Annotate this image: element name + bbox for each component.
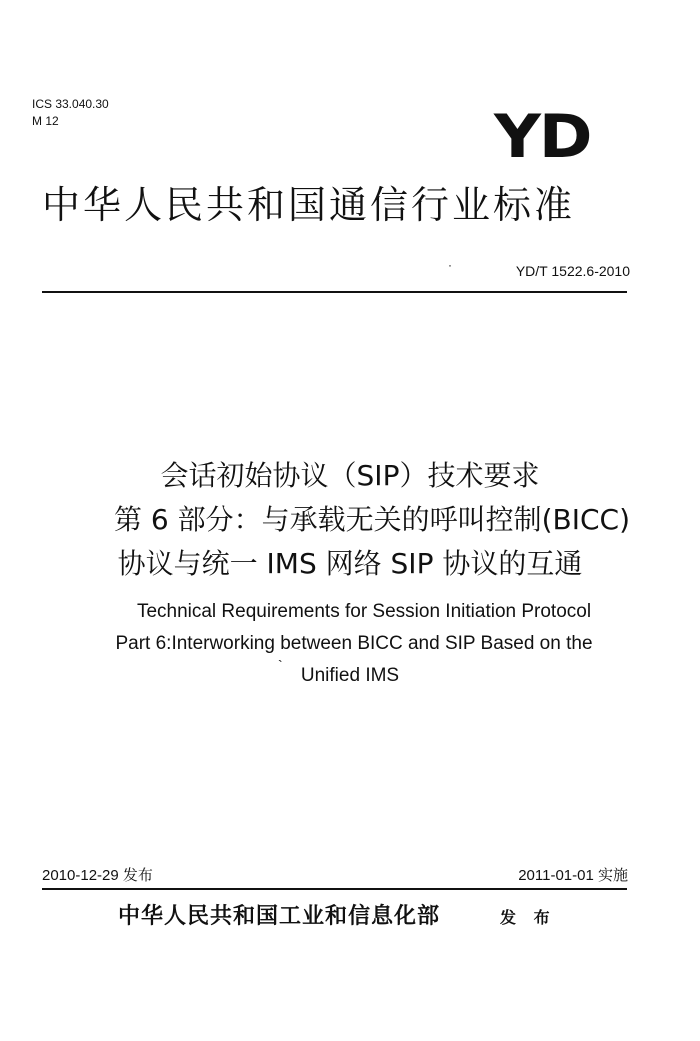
scan-tick-mark: ` xyxy=(278,657,283,673)
standard-category-title: 中华人民共和国通信行业标准 xyxy=(42,183,576,227)
bottom-divider xyxy=(42,888,627,890)
publish-date: 2010-12-29 发布 xyxy=(42,867,153,884)
issuing-authority: 中华人民共和国工业和信息化部 xyxy=(118,903,441,929)
yd-logo: YD xyxy=(494,102,591,172)
ics-code: ICS 33.040.30 xyxy=(32,97,109,111)
scan-dot-mark: · xyxy=(448,258,452,272)
issue-label: 发 布 xyxy=(500,908,556,927)
english-title-line-2: Part 6:Interworking between BICC and SIP Based on the xyxy=(115,633,593,654)
english-title-line-3: Unified IMS xyxy=(300,665,400,686)
top-divider xyxy=(42,291,627,293)
standard-number: YD/T 1522.6-2010 xyxy=(515,263,630,279)
english-title-line-1: Technical Requirements for Session Initiation Protocol xyxy=(136,601,592,622)
classification-code: M 12 xyxy=(32,114,59,128)
chinese-title-line-3: 协议与统一 IMS 网络 SIP 协议的互通 xyxy=(117,547,583,580)
chinese-title-line-2: 第 6 部分：与承载无关的呼叫控制(BICC) xyxy=(113,503,631,536)
chinese-title-line-1: 会话初始协议（SIP）技术要求 xyxy=(160,459,540,492)
implement-date: 2011-01-01 实施 xyxy=(518,867,628,884)
